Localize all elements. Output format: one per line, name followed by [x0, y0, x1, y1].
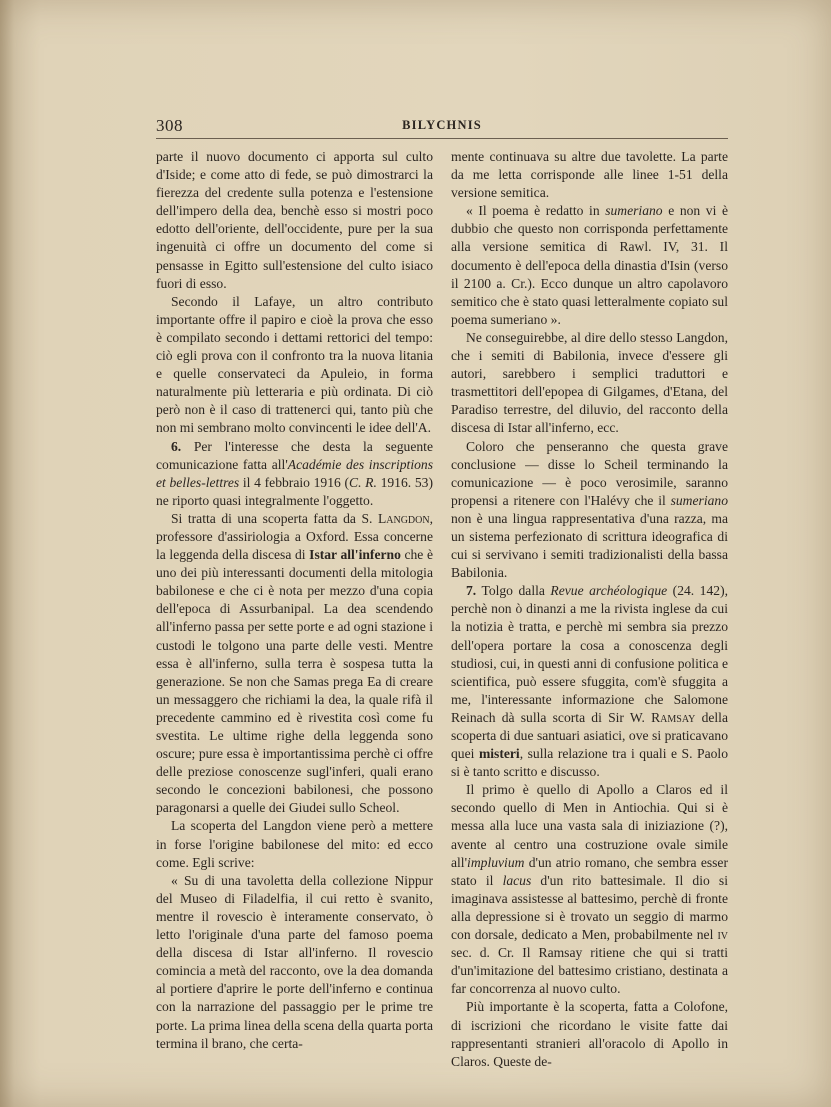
paragraph: Più importante è la scoperta, fatta a Colofone, di iscrizioni che ricordano le visite fatte dai rappresentanti stranieri all'oracolo di Apollo in Claros. Queste de-	[451, 999, 728, 1069]
italic-abbrev: C. R.	[349, 474, 377, 490]
bold-term: misteri	[478, 746, 520, 762]
text-run: Coloro che penseranno che questa grave conclusione — disse lo Scheil terminando la comunicazione — è poco verosimile, saranno propensi a ritenere con l'Halévy che il	[451, 438, 728, 508]
section-number: 6.	[171, 438, 182, 454]
small-caps-name: Langdon	[377, 510, 430, 526]
italic-term: lacus	[502, 872, 532, 888]
text-run: della scoperta di due santuari asiatici, ove si praticavano quei	[451, 709, 728, 762]
text-run: , professore d'assiriologia a Oxford. Essa concerne la leggenda della discesa di	[156, 510, 433, 563]
small-caps-numeral: iv	[717, 927, 728, 943]
text-run: 1916. 53) ne riporto quasi integralmente l'oggetto.	[156, 474, 433, 508]
text-run: Per l'interesse che desta la seguente comunicazione fatta all'	[156, 438, 433, 472]
text-run: il 4 febbraio 1916 (	[239, 474, 350, 490]
paragraph	[451, 202, 728, 329]
paragraph	[451, 438, 728, 583]
text-run: , sulla relazione tra i quali e S. Paolo si è tanto scritto e discusso.	[451, 746, 728, 780]
small-caps-name: Ramsay	[651, 709, 696, 725]
italic-term: sumeriano	[670, 492, 728, 508]
text-run: che è uno dei più interessanti documenti della mitologia babilonese e che ci è nota per mezzo d'una copia dell'epoca di Assurbanipal. La dea scendendo all'inferno passa per sette porte e ad ogni stazione i custodi le tolgono una parte delle vesti. Mentre essa è all'inferno, sulla terra è sospesa tutta la generazione. Se non che Samas prega Ea di creare un messaggero che richiami la dea, la quale rifà il precedente cammino ed è rivestita così come fu svestita. Le ultime righe della leggenda sono oscure; pure essa è importantissima perchè ci offre delle preziose conoscenze sugl'inferi, quali erano secondo le concezioni babilonesi, che possono paragonarsi a quelle dei Giudei sullo Scheol.	[156, 547, 433, 816]
text-run: d'un atrio romano, che sembra esser stato il	[451, 854, 728, 888]
italic-title: Académie des inscriptions et belles-lettres	[156, 456, 433, 490]
header-rule	[156, 138, 728, 139]
bold-term: Istar all'inferno	[309, 547, 401, 563]
text-run: non è una lingua rappresentativa d'una razza, ma un sistema perfezionato di scrittura ideografica di cui si servivano i semiti tradizionalisti della bassa Babilonia.	[451, 510, 728, 581]
text-run: e non vi è dubbio che questo non corrisponda perfettamente alla versione semitica di Rawl. IV, 31. Il documento è dell'epoca della dinastia d'Isin (verso il 2100 a. Cr.). Ecco dunque un altro capolavoro semitico che è stato quasi letteralmente copiato sul poema sumeriano ».	[451, 203, 728, 327]
running-title: BILYCHNIS	[402, 118, 482, 132]
text-run: sec. d. Cr. Il Ramsay ritiene che qui si tratti d'un'imitazione del battesimo cristiano, destinata a far concorrenza al nuovo culto.	[451, 945, 728, 997]
text-run: « Il poema è redatto in	[466, 203, 606, 219]
italic-term: impluvium	[467, 854, 525, 870]
page-number: 308	[156, 116, 183, 135]
paragraph	[156, 438, 433, 510]
paragraph	[451, 781, 728, 998]
text-run: (24. 142), perchè non ò dinanzi a me la rivista inglese da cui la notizia è tratta, e perchè mi sembra sia prezzo dell'opera portare la cosa a conoscenza degli studiosi, cui, in questi anni di confusione politica e scientifica, può essere sfuggita, com'è sfuggita a me, l'interessante informazione che Salomone Reinach dà sulla scorta di Sir W.	[451, 583, 729, 725]
italic-term: sumeriano	[605, 203, 663, 219]
paragraph: mente continuava su altre due tavolette. La parte da me letta corrisponde alle linee 1-51 della versione semitica.	[451, 149, 728, 201]
text-run: Il primo è quello di Apollo a Claros ed il secondo quello di Men in Antiochia. Qui si è messa alla luce una vasta sala di iniziazione (?), avente al centro una costruzione ovale simile all'	[451, 782, 728, 870]
quotation-paragraph: « Su di una tavoletta della collezione Nippur del Museo di Filadelfia, il cui retto è svanito, mentre il rovescio è interamente conservato, ò letto l'originale d'una parte del famoso poema della discesa di Istar all'inferno. Il rovescio comincia a metà del racconto, ove la dea domanda al portiere d'aprire le porte dell'inferno e continua con la narrazione del passaggio per le prime tre porte. La prima linea della scena della quarta porta termina il brano, che certa-	[156, 872, 433, 1051]
right-column	[451, 148, 728, 1071]
paragraph	[451, 582, 728, 781]
page-header	[156, 116, 728, 136]
section-number: 7.	[466, 583, 477, 599]
italic-title: Revue archéologique	[550, 583, 668, 599]
paragraph: La scoperta del Langdon viene però a mettere in forse l'origine babilonese del mito: ed ecco come. Egli scrive:	[156, 818, 433, 870]
paragraph	[156, 510, 433, 818]
left-column	[156, 148, 433, 1053]
text-run: d'un rito battesimale. Il dio si imaginava assistesse al battesimo, perchè di fronte alla depressione si è trovato un seggio di marmo con dorsale, dedicato a Men, probabilmente nel	[451, 872, 728, 943]
text-run: Si tratta di una scoperta fatta da S.	[171, 510, 378, 526]
text-run: Tolgo dalla	[476, 583, 551, 599]
paragraph: Ne conseguirebbe, al dire dello stesso Langdon, che i semiti di Babilonia, invece d'essere gli autori, sarebbero i semplici traduttori e trasmettitori dell'epopea di Gilgames, d'Etana, del Paradiso terrestre, del diluvio, del racconto della discesa di Istar all'inferno, ecc.	[451, 329, 728, 436]
paragraph: parte il nuovo documento ci apporta sul culto d'Iside; e come atto di fede, se può dimostrarci la fierezza del credente sulla potenza e l'estensione dell'impero della dea, benchè esso si mostri poco edotto dell'oriente, dell'occidente, pure per la sua ingenuità ci offre un documento del come si pensasse in Egitto sull'estensione del culto isiaco fuori di esso.	[156, 149, 433, 291]
paragraph: Secondo il Lafaye, un altro contributo importante offre il papiro e cioè la prova che esso è compilato secondo i dettami rettorici del tempo: ciò egli prova con il confronto tra la nuova litania e quelle conservateci da Apuleio, in forma naturalmente più letteraria e più ordinata. Di ciò però non è il caso di trattenerci qui, tanto più che non mi sembrano molto convincenti le idee dell'A.	[156, 293, 433, 436]
